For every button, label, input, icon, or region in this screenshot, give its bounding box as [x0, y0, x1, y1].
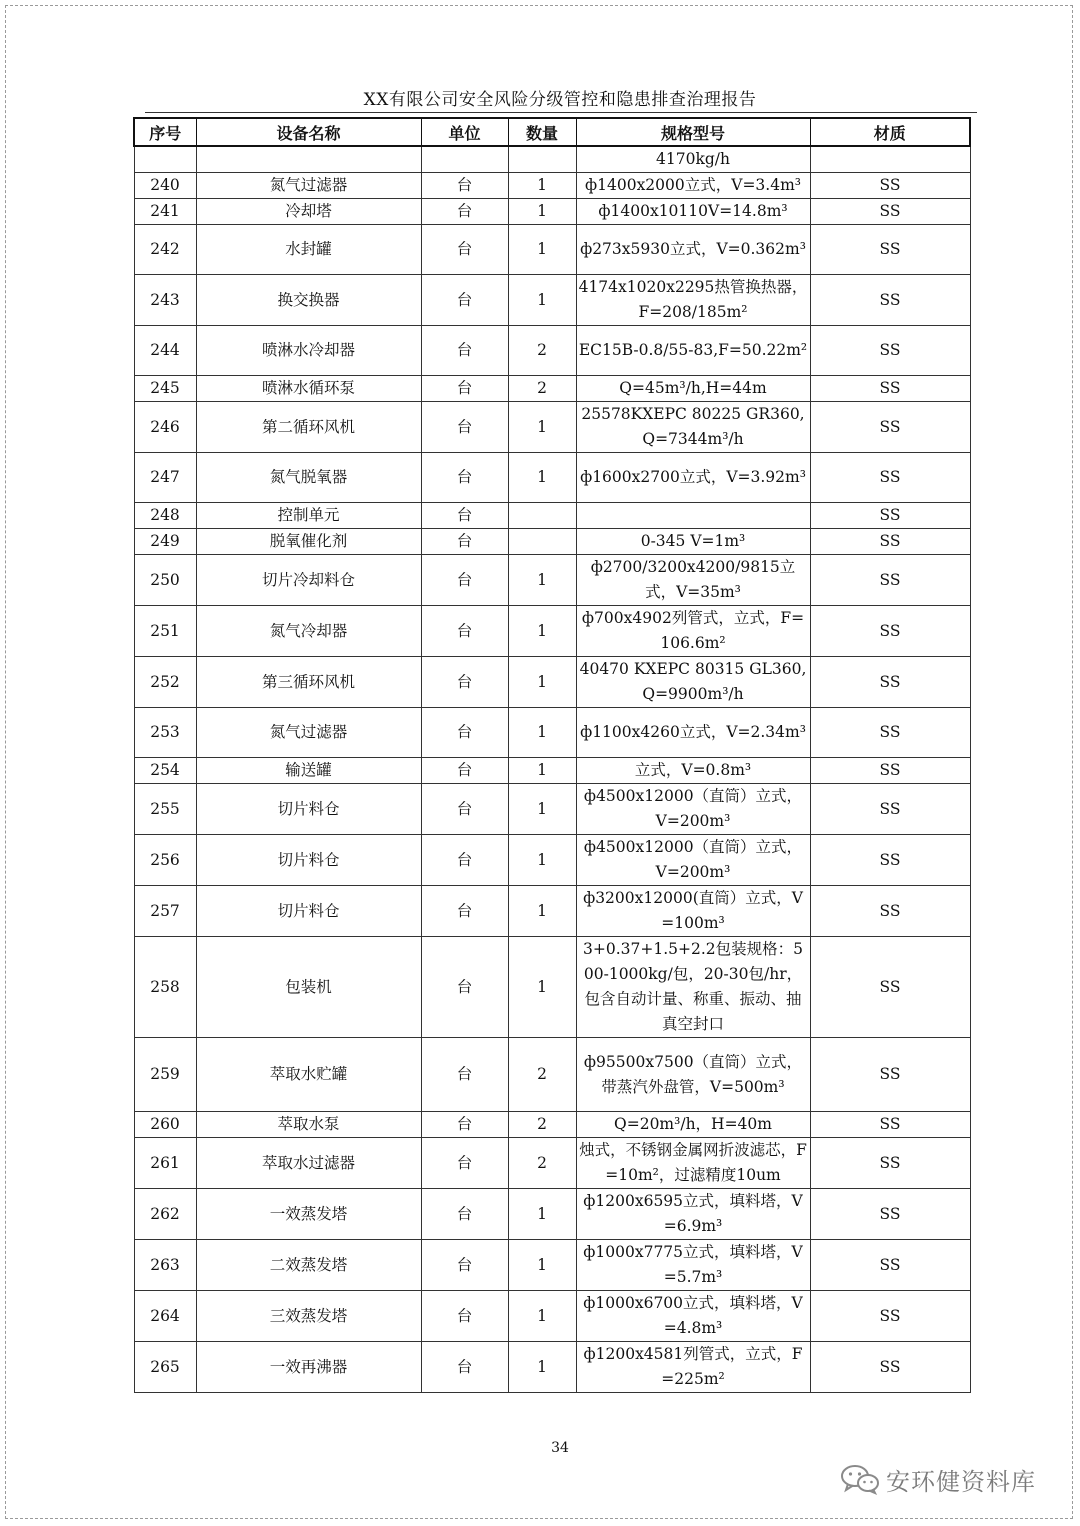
table-row: [134, 835, 970, 886]
table-row: [134, 937, 970, 1038]
row-serial-number: 246: [134, 402, 196, 453]
table-header-row: [134, 118, 970, 146]
row-unit: 台: [421, 937, 508, 1038]
row-serial-number: 260: [134, 1112, 196, 1138]
row-serial-number: 240: [134, 173, 196, 199]
row-quantity: 1: [508, 784, 576, 835]
row-specification: ф1200x4581列管式，立式，F=225m²: [576, 1342, 810, 1393]
row-quantity: 1: [508, 657, 576, 708]
row-unit: 台: [421, 758, 508, 784]
row-material: SS: [810, 606, 970, 657]
row-quantity: 1: [508, 886, 576, 937]
row-material: SS: [810, 1291, 970, 1342]
row-specification: ф1100x4260立式，V=2.34m³: [576, 708, 810, 758]
table-row: [134, 402, 970, 453]
wechat-icon: [840, 1463, 880, 1495]
row-quantity: 1: [508, 606, 576, 657]
row-specification: ф1400x10110V=14.8m³: [576, 199, 810, 225]
row-serial-number: 249: [134, 529, 196, 555]
table-row: [134, 225, 970, 275]
row-quantity: 1: [508, 275, 576, 326]
row-material: SS: [810, 657, 970, 708]
row-serial-number: 247: [134, 453, 196, 503]
row-material: SS: [810, 326, 970, 376]
table-row: [134, 529, 970, 555]
row-material: SS: [810, 886, 970, 937]
row-quantity: [508, 503, 576, 529]
row-quantity: 2: [508, 1138, 576, 1189]
row-unit: 台: [421, 1240, 508, 1291]
table-row: [134, 199, 970, 225]
row-specification: EC15B-0.8/55-83,F=50.22m²: [576, 326, 810, 376]
row-material: SS: [810, 1189, 970, 1240]
row-unit: 台: [421, 886, 508, 937]
row-quantity: 1: [508, 1291, 576, 1342]
row-equipment-name: 切片料仓: [196, 784, 421, 835]
row-equipment-name: 切片料仓: [196, 886, 421, 937]
row-equipment-name: 一效再沸器: [196, 1342, 421, 1393]
row-unit: 台: [421, 275, 508, 326]
table-row: [134, 173, 970, 199]
header-rule: [145, 112, 977, 113]
row-unit: 台: [421, 1291, 508, 1342]
row-specification: ф1200x6595立式，填料塔，V=6.9m³: [576, 1189, 810, 1240]
row-quantity: 1: [508, 835, 576, 886]
row-material: SS: [810, 503, 970, 529]
row-specification: 40470 KXEPC 80315 GL360,Q=9900m³/h: [576, 657, 810, 708]
row-material: SS: [810, 1038, 970, 1112]
row-serial-number: 250: [134, 555, 196, 606]
row-unit: 台: [421, 1138, 508, 1189]
table-row: [134, 376, 970, 402]
row-serial-number: 258: [134, 937, 196, 1038]
row-material: SS: [810, 1240, 970, 1291]
row-material: SS: [810, 376, 970, 402]
row-unit: [421, 146, 508, 173]
row-serial-number: 252: [134, 657, 196, 708]
row-unit: 台: [421, 453, 508, 503]
row-serial-number: 255: [134, 784, 196, 835]
watermark: [840, 1462, 1036, 1496]
page-number: 34: [551, 1440, 569, 1456]
row-quantity: 1: [508, 225, 576, 275]
row-quantity: 2: [508, 1112, 576, 1138]
row-serial-number: 262: [134, 1189, 196, 1240]
table-row: [134, 1240, 970, 1291]
table-row: [134, 708, 970, 758]
row-equipment-name: 氮气过滤器: [196, 708, 421, 758]
row-equipment-name: 切片冷却料仓: [196, 555, 421, 606]
header-unit: 单位: [421, 118, 508, 146]
row-serial-number: 265: [134, 1342, 196, 1393]
table-row: [134, 657, 970, 708]
header-serial-number: 序号: [134, 118, 196, 146]
row-material: SS: [810, 708, 970, 758]
row-material: SS: [810, 1342, 970, 1393]
row-specification: ф95500x7500（直筒）立式，带蒸汽外盘管，V=500m³: [576, 1038, 810, 1112]
row-specification: ф1000x7775立式，填料塔，V=5.7m³: [576, 1240, 810, 1291]
row-material: SS: [810, 784, 970, 835]
row-serial-number: 244: [134, 326, 196, 376]
row-specification: ф2700/3200x4200/9815立式，V=35m³: [576, 555, 810, 606]
row-serial-number: 257: [134, 886, 196, 937]
table-row: [134, 1342, 970, 1393]
row-equipment-name: 三效蒸发塔: [196, 1291, 421, 1342]
row-equipment-name: 氮气冷却器: [196, 606, 421, 657]
row-material: SS: [810, 1138, 970, 1189]
row-equipment-name: 萃取水贮罐: [196, 1038, 421, 1112]
row-material: SS: [810, 1112, 970, 1138]
table-row: [134, 784, 970, 835]
row-material: SS: [810, 937, 970, 1038]
row-material: SS: [810, 529, 970, 555]
table-row: [134, 453, 970, 503]
table-row: [134, 1291, 970, 1342]
row-unit: 台: [421, 529, 508, 555]
row-equipment-name: 第二循环风机: [196, 402, 421, 453]
row-material: SS: [810, 555, 970, 606]
row-equipment-name: 输送罐: [196, 758, 421, 784]
row-equipment-name: 氮气脱氧器: [196, 453, 421, 503]
row-specification: 4174x1020x2295热管换热器，F=208/185m²: [576, 275, 810, 326]
row-equipment-name: 包装机: [196, 937, 421, 1038]
row-unit: 台: [421, 784, 508, 835]
row-serial-number: 248: [134, 503, 196, 529]
table-row: [134, 606, 970, 657]
row-unit: 台: [421, 376, 508, 402]
table-body: [134, 146, 970, 1393]
row-quantity: 1: [508, 937, 576, 1038]
row-specification: 4170kg/h: [576, 146, 810, 173]
row-quantity: 1: [508, 453, 576, 503]
table-row: [134, 555, 970, 606]
row-unit: 台: [421, 555, 508, 606]
row-unit: 台: [421, 199, 508, 225]
header-quantity: 数量: [508, 118, 576, 146]
row-serial-number: 261: [134, 1138, 196, 1189]
row-material: SS: [810, 453, 970, 503]
row-serial-number: 253: [134, 708, 196, 758]
row-serial-number: 241: [134, 199, 196, 225]
row-quantity: 1: [508, 199, 576, 225]
row-unit: 台: [421, 835, 508, 886]
report-title: XX有限公司安全风险分级管控和隐患排查治理报告: [363, 90, 757, 110]
row-equipment-name: 换交换器: [196, 275, 421, 326]
row-quantity: 1: [508, 708, 576, 758]
row-specification: ф1000x6700立式，填料塔，V=4.8m³: [576, 1291, 810, 1342]
row-equipment-name: 水封罐: [196, 225, 421, 275]
row-specification: ф3200x12000(直筒）立式，V=100m³: [576, 886, 810, 937]
row-quantity: 1: [508, 1240, 576, 1291]
row-specification: ф4500x12000（直筒）立式，V=200m³: [576, 835, 810, 886]
row-unit: 台: [421, 173, 508, 199]
row-serial-number: [134, 146, 196, 173]
row-unit: 台: [421, 503, 508, 529]
header-material: 材质: [810, 118, 970, 146]
row-unit: 台: [421, 1342, 508, 1393]
row-material: SS: [810, 835, 970, 886]
row-quantity: 1: [508, 758, 576, 784]
row-serial-number: 251: [134, 606, 196, 657]
row-material: SS: [810, 275, 970, 326]
row-equipment-name: [196, 146, 421, 173]
table-row: [134, 886, 970, 937]
row-equipment-name: 冷却塔: [196, 199, 421, 225]
row-material: [810, 146, 970, 173]
row-quantity: 1: [508, 1189, 576, 1240]
row-specification: 3+0.37+1.5+2.2包装规格：500-1000kg/包，20-30包/hr，包含自动计量、称重、振动、抽真空封口: [576, 937, 810, 1038]
row-unit: 台: [421, 606, 508, 657]
row-quantity: 1: [508, 173, 576, 199]
row-specification: Q=20m³/h，H=40m: [576, 1112, 810, 1138]
row-unit: 台: [421, 1112, 508, 1138]
table-row: [134, 275, 970, 326]
row-specification: 立式，V=0.8m³: [576, 758, 810, 784]
row-serial-number: 245: [134, 376, 196, 402]
row-unit: 台: [421, 1189, 508, 1240]
row-specification: 烛式，不锈钢金属网折波滤芯，F=10m²，过滤精度10um: [576, 1138, 810, 1189]
row-equipment-name: 控制单元: [196, 503, 421, 529]
row-specification: 25578KXEPC 80225 GR360,Q=7344m³/h: [576, 402, 810, 453]
row-quantity: [508, 146, 576, 173]
row-quantity: 2: [508, 1038, 576, 1112]
row-specification: ф4500x12000（直筒）立式，V=200m³: [576, 784, 810, 835]
row-specification: 0-345 V=1m³: [576, 529, 810, 555]
row-quantity: 1: [508, 402, 576, 453]
row-material: SS: [810, 199, 970, 225]
table-row: [134, 758, 970, 784]
table-row: [134, 1112, 970, 1138]
row-serial-number: 256: [134, 835, 196, 886]
row-unit: 台: [421, 402, 508, 453]
row-unit: 台: [421, 708, 508, 758]
header-specification: 规格型号: [576, 118, 810, 146]
row-material: SS: [810, 173, 970, 199]
row-quantity: 2: [508, 326, 576, 376]
row-serial-number: 264: [134, 1291, 196, 1342]
row-material: SS: [810, 758, 970, 784]
row-equipment-name: 喷淋水冷却器: [196, 326, 421, 376]
row-unit: 台: [421, 1038, 508, 1112]
row-equipment-name: 脱氧催化剂: [196, 529, 421, 555]
row-unit: 台: [421, 326, 508, 376]
row-specification: ф1600x2700立式，V=3.92m³: [576, 453, 810, 503]
row-serial-number: 242: [134, 225, 196, 275]
row-equipment-name: 第三循环风机: [196, 657, 421, 708]
row-serial-number: 263: [134, 1240, 196, 1291]
row-serial-number: 243: [134, 275, 196, 326]
equipment-table: [133, 117, 971, 1393]
row-serial-number: 254: [134, 758, 196, 784]
row-quantity: [508, 529, 576, 555]
table-row: [134, 146, 970, 173]
row-specification: ф1400x2000立式，V=3.4m³: [576, 173, 810, 199]
row-specification: ф700x4902列管式，立式，F=106.6m²: [576, 606, 810, 657]
table-row: [134, 326, 970, 376]
row-material: SS: [810, 225, 970, 275]
row-equipment-name: 萃取水泵: [196, 1112, 421, 1138]
row-serial-number: 259: [134, 1038, 196, 1112]
watermark-text: 安环健资料库: [886, 1467, 1036, 1496]
row-equipment-name: 萃取水过滤器: [196, 1138, 421, 1189]
row-specification: [576, 503, 810, 529]
table-row: [134, 1038, 970, 1112]
header-equipment-name: 设备名称: [196, 118, 421, 146]
row-equipment-name: 喷淋水循环泵: [196, 376, 421, 402]
row-equipment-name: 切片料仓: [196, 835, 421, 886]
row-quantity: 1: [508, 1342, 576, 1393]
table-row: [134, 1189, 970, 1240]
row-specification: ф273x5930立式，V=0.362m³: [576, 225, 810, 275]
table-row: [134, 1138, 970, 1189]
row-material: SS: [810, 402, 970, 453]
row-equipment-name: 二效蒸发塔: [196, 1240, 421, 1291]
table-row: [134, 503, 970, 529]
row-unit: 台: [421, 225, 508, 275]
row-equipment-name: 一效蒸发塔: [196, 1189, 421, 1240]
row-equipment-name: 氮气过滤器: [196, 173, 421, 199]
row-quantity: 1: [508, 555, 576, 606]
row-unit: 台: [421, 657, 508, 708]
row-specification: Q=45m³/h,H=44m: [576, 376, 810, 402]
row-quantity: 2: [508, 376, 576, 402]
